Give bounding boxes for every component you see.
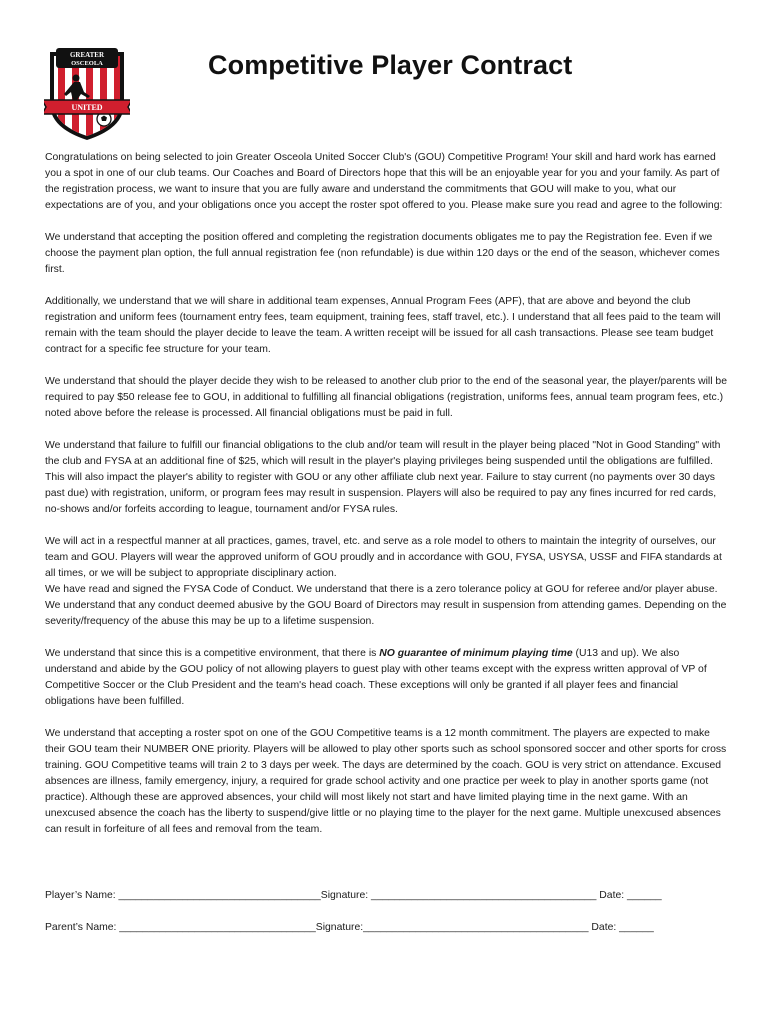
logo-banner-text: UNITED <box>71 103 103 112</box>
parent-signature-line[interactable]: Parent’s Name: __________________________________Signature:_______________________________________ Date: ______ <box>45 922 654 933</box>
playing-time-text-end: (U13 and up). We also understand and abide by the GOU policy of not allowing players to guest play with other teams except with the express written approval of VP of Competitive Soccer or the Club President and the team's head coach. These exceptions will only be granted if all player fees and financial obligations have been fulfilled. <box>45 648 707 707</box>
paragraph-release-fee: We understand that should the player decide they wish to be released to another club prior to the end of the seasonal year, the player/parents will be required to pay $50 release fee to GOU, in additional to fulfilling all financial obligations (registration, uniforms fees, annual team program fees, etc.) noted above before the release is processed. All financial obligations must be paid in full. <box>45 376 727 419</box>
player-signature-line[interactable]: Player’s Name: ___________________________________Signature: _______________________________________ Date: ______ <box>45 890 662 901</box>
paragraph-introduction: Congratulations on being selected to join Greater Osceola United Soccer Club's (GOU) Competitive Program! Your skill and hard work has earned you a spot in one of our club teams. Our Coaches and Board of Directors hope that this will be an enjoyable year for you and your family. As part of the registration process, we want to insure that you are fully aware and understand the commitments that GOU will make to you, what our expectations are of you, and your obligations once you accept the roster spot offered to you. Please make sure you read and agree to the following: <box>45 152 723 211</box>
paragraph-code-of-conduct: We have read and signed the FYSA Code of Conduct. We understand that there is a zero tolerance policy at GOU for referee and/or player abuse. We understand that any conduct deemed abusive by the GOU Board of Directors may result in suspension from attending games. Depending on the severity/frequency of the abuse this may be up to a lifetime suspension. <box>45 584 727 627</box>
contract-body <box>45 150 730 854</box>
logo-mid-text: OSCEOLA <box>71 60 103 67</box>
paragraph-registration-fee: We understand that accepting the position offered and completing the registration documents obligates me to pay the Registration fee. Even if we choose the payment plan option, the full annual registration fee (non refundable) is due within 120 days or the end of the season, whichever comes first. <box>45 232 720 275</box>
paragraph-playing-time <box>45 646 730 710</box>
paragraph-financial-obligations: We understand that failure to fulfill our financial obligations to the club and/or team will result in the player being placed "Not in Good Standing" with the club and FYSA at an additional fine of $25, which will result in the player's playing privileges being suspended until the obligations are fulfilled. This will also impact the player's ability to register with GOU or any other affiliate club next year. Failure to stay current (no payments over 30 days past due) with registration, uniform, or program fees may result in suspension. Players will also be required to pay any fines incurred for red cards, no-shows and/or forfeits according to league, tournament and/or FYSA rules. <box>45 440 721 515</box>
paragraph-conduct: We will act in a respectful manner at all practices, games, travel, etc. and serve as a role model to others to maintain the integrity of ourselves, our team and GOU. Players will wear the approved uniform of GOU proudly and in accordance with GOU, FYSA, USYSA, USSF and FIFA standards at all times, or we will be subject to appropriate disciplinary action. <box>45 536 722 579</box>
playing-time-emphasis: NO guarantee of minimum playing time <box>379 648 573 659</box>
logo-top-text: GREATER <box>69 51 105 59</box>
playing-time-text-start: We understand that since this is a competitive environment, that there is <box>45 648 380 659</box>
document-title: Competitive Player Contract <box>208 50 573 80</box>
club-logo <box>44 46 130 142</box>
paragraph-commitment: We understand that accepting a roster spot on one of the GOU Competitive teams is a 12 month commitment. The players are expected to make their GOU team their NUMBER ONE priority. Players will be allowed to play other sports such as school sponsored soccer and other sports for cross training. GOU Competitive teams will train 2 to 3 days per week. The days are determined by the coach. GOU is very strict on attendance. Excused absences are illness, family emergency, injury, a required for grade school activity and one practice per week to play in another sports game (not practice). Although these are approved absences, your child will most likely not start and have limited playing time in the next game. With an unexcused absence the coach has the liberty to suspend/give little or no playing time to the player for the next game. Multiple unexcused absences can result in forfeiture of all fees and removal from the team. <box>45 728 727 835</box>
paragraph-team-expenses: Additionally, we understand that we will share in additional team expenses, Annual Program Fees (APF), that are above and beyond the club registration and uniform fees (tournament entry fees, team equipment, training fees, staff travel, etc.). I understand that all fees paid to the team will remain with the team should the player decide to leave the team. A written receipt will be issued for all cash transactions. Please see team budget contract for a specific fee structure for your team. <box>45 296 721 355</box>
